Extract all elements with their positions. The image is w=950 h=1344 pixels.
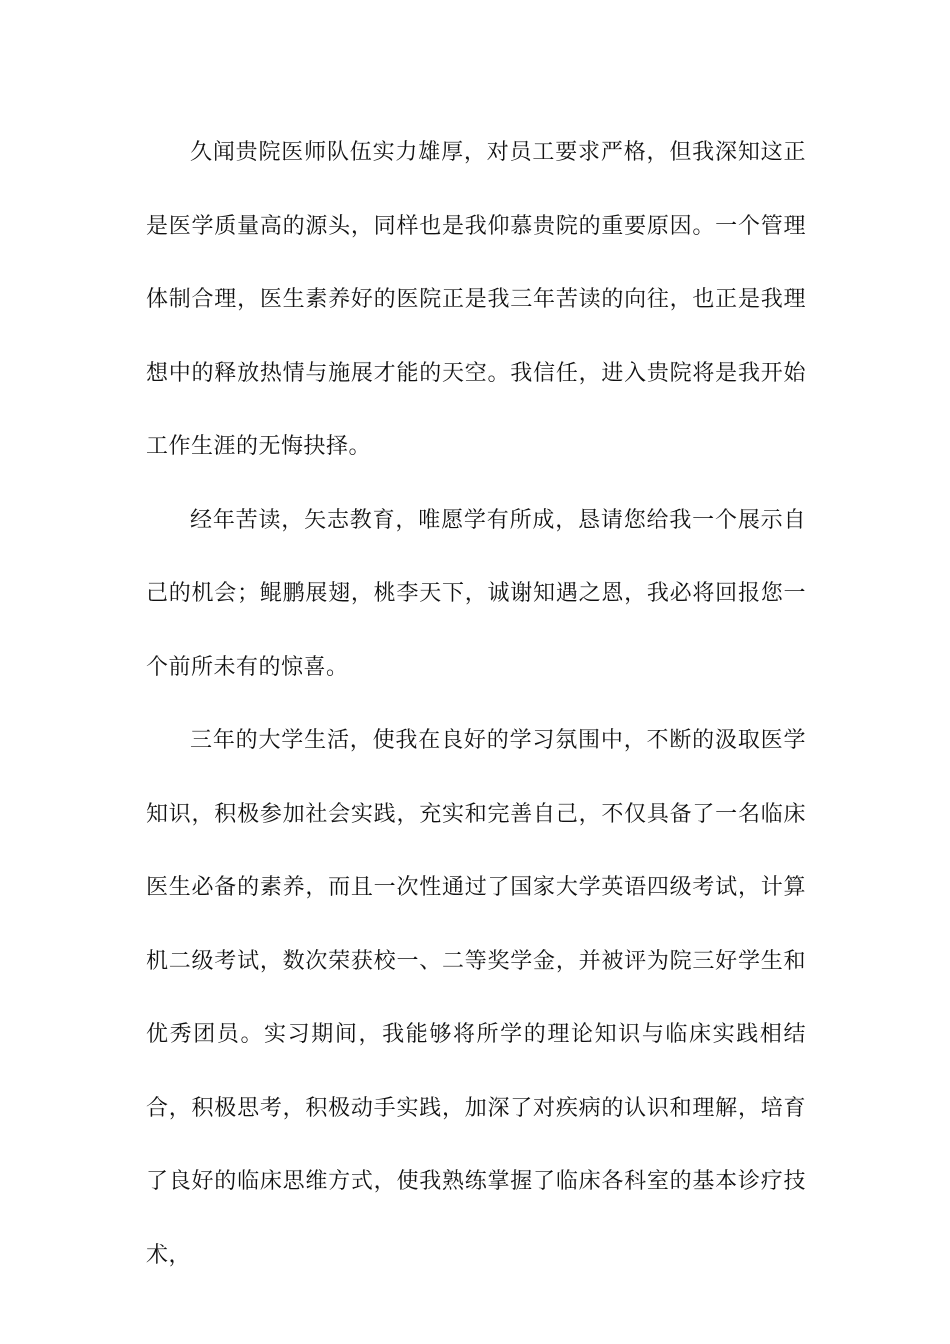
paragraph: 久闻贵院医师队伍实力雄厚，对员工要求严格，但我深知这正是医学质量高的源头，同样也是我仰慕贵院的重要原因。一个管理体制合理，医生素养好的医院正是我三年苦读的向往，也正是我理想中的释放热情与施展才能的天空。我信任，进入贵院将是我开始工作生涯的无悔抉择。 (146, 140, 806, 459)
body-text (146, 116, 806, 1292)
paragraph: 经年苦读，矢志教育，唯愿学有所成，恳请您给我一个展示自己的机会；鲲鹏展翅，桃李天下，诚谢知遇之恩，我必将回报您一个前所未有的惊喜。 (146, 507, 806, 680)
paragraph: 三年的大学生活，使我在良好的学习氛围中，不断的汲取医学知识，积极参加社会实践，充实和完善自己，不仅具备了一名临床医生必备的素养，而且一次性通过了国家大学英语四级考试，计算机二级考试，数次荣获校一、二等奖学金，并被评为院三好学生和优秀团员。实习期间，我能够将所学的理论知识与临床实践相结合，积极思考，积极动手实践，加深了对疾病的认识和理解，培育了良好的临床思维方式，使我熟练掌握了临床各科室的基本诊疗技术， (146, 728, 806, 1268)
